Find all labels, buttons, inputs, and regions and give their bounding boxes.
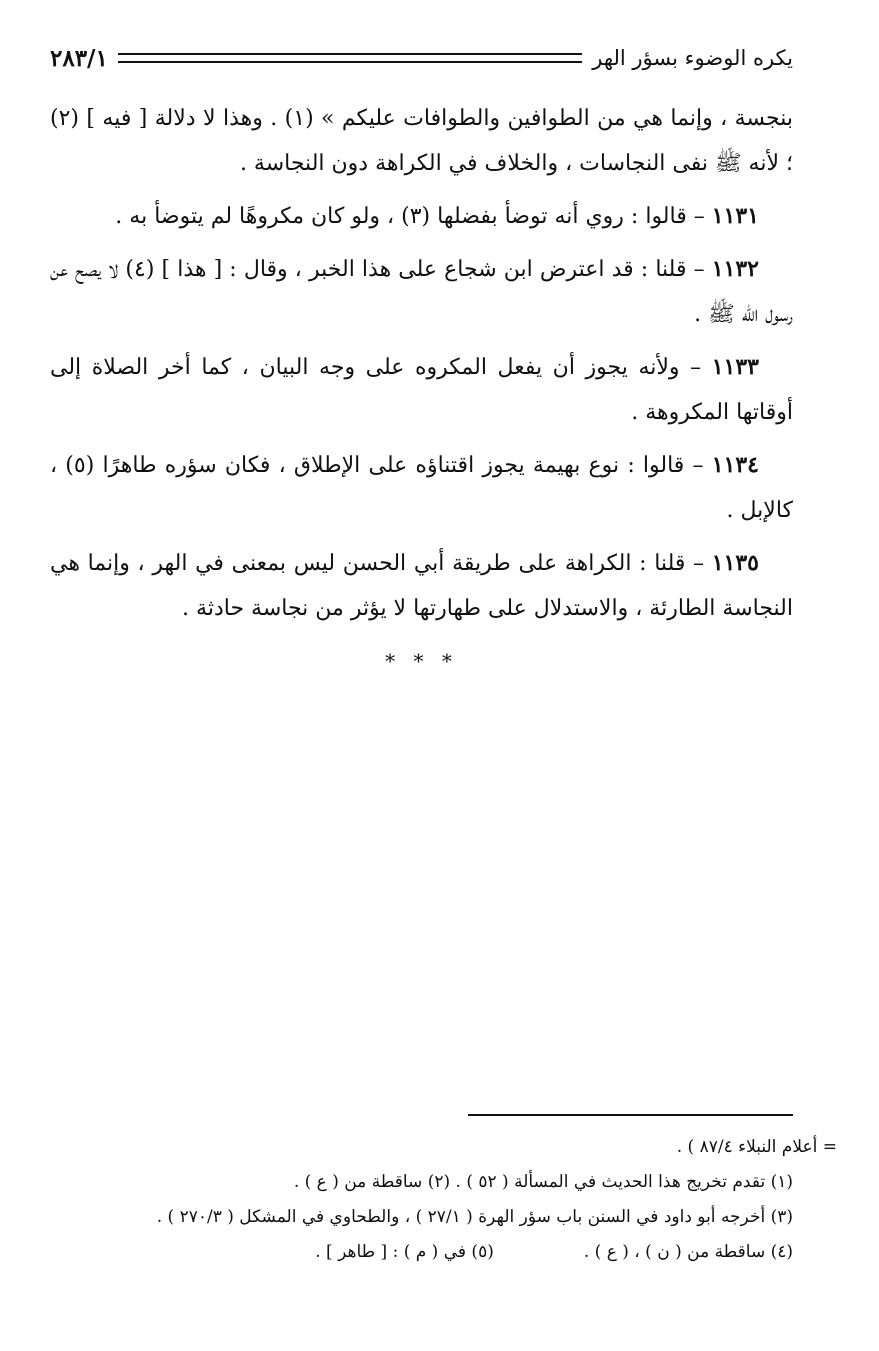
paragraph: [50, 96, 793, 186]
footnote-rule: [468, 1114, 793, 1116]
footnote-4: (٤) ساقطة من ( ن ) ، ( ع ) .: [583, 1242, 793, 1262]
issue-number: ١١٣٣: [711, 354, 759, 380]
header-double-rule: [118, 53, 582, 63]
issue-number: ١١٣١: [711, 203, 759, 229]
paragraph: [50, 345, 793, 435]
paragraph-text: – قالوا : روي أنه توضأ بفضلها (٣) ، ولو كان مكروهًا لم يتوضأ به .: [115, 204, 705, 229]
paragraph-text: – ولأنه يجوز أن يفعل المكروه على وجه البيان ، كما أخر الصلاة إلى أوقاتها المكروهة .: [50, 355, 793, 425]
issue-number: ١١٣٥: [711, 550, 759, 576]
issue-number: ١١٣٢: [711, 256, 759, 282]
paragraph-text: بنجسة ، وإنما هي من الطوافين والطوافات عليكم » (١) . وهذا لا دلالة [ فيه ] (٢) ؛ لأنه ﷺ نفى النجاسات ، والخلاف في الكراهة دون النجاسة .: [50, 106, 793, 176]
footnote-line: (٣) أخرجه أبو داود في السنن باب سؤر الهرة ( ٢٧/١ ) ، والطحاوي في المشكل ( ٢٧٠/٣ ) .: [156, 1207, 793, 1227]
footnotes: [50, 1130, 837, 1270]
page-number: ٢٨٣/١: [50, 44, 108, 72]
paragraph-text: – قلنا : الكراهة على طريقة أبي الحسن ليس بمعنى في الهر ، وإنما هي النجاسة الطارئة ، والاستدلال على طهارتها لا يؤثر من نجاسة حادثة .: [50, 551, 793, 621]
paragraph: [50, 541, 793, 631]
footnote-line: [50, 1235, 793, 1270]
footnote-continuation: = أعلام النبلاء ٨٧/٤ ) .: [676, 1137, 837, 1157]
book-page: [50, 38, 837, 1351]
paragraph-text: – قلنا : قد اعترض ابن شجاع على هذا الخبر ، وقال : [ هذا ] (٤) لا يصح عن رسول الله ﷺ .: [50, 257, 793, 327]
running-header: [50, 38, 793, 78]
footnote-line: (١) تقدم تخريج هذا الحديث في المسألة ( ٥٢ ) . (٢) ساقطة من ( ع ) .: [293, 1172, 793, 1192]
paragraph: [50, 247, 793, 337]
section-separator: * * *: [385, 649, 458, 673]
main-text: [50, 96, 793, 684]
paragraph: [50, 443, 793, 533]
footnote-5: (٥) في ( م ) : [ طاهر ] .: [315, 1242, 494, 1262]
paragraph: [50, 194, 793, 239]
issue-number: ١١٣٤: [711, 452, 759, 478]
header-title: يكره الوضوء بسؤر الهر: [592, 46, 793, 70]
paragraph-text: – قالوا : نوع بهيمة يجوز اقتناؤه على الإطلاق ، فكان سؤره طاهرًا (٥) ، كالإبل .: [50, 453, 793, 523]
